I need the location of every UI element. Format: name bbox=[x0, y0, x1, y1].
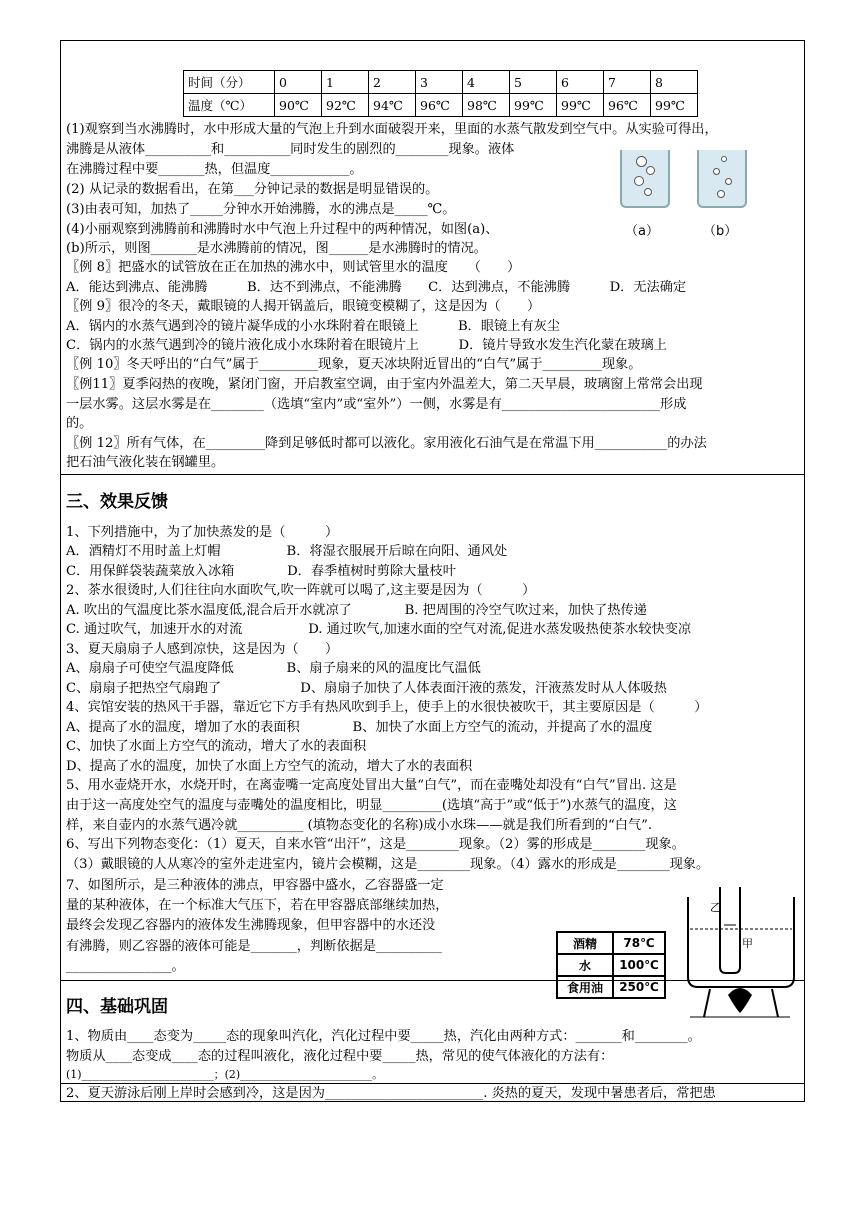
table-cell: 100℃ bbox=[613, 954, 665, 976]
text-line: 〖例 9〗很冷的冬天，戴眼镜的人揭开锅盖后，眼镜变模糊了，这是因为（ ） bbox=[66, 299, 541, 314]
text-line: 在沸腾过程中要_______热，但温度____________。 bbox=[66, 162, 363, 177]
text-line: 由于这一高度处空气的温度与壶嘴处的温度相比，明显_________(选填“高于”或“低于”)水蒸气的温度，这 bbox=[66, 798, 677, 813]
text-line: 把石油气液化装在钢罐里。 bbox=[66, 455, 225, 470]
text-line: 4、宾馆安装的热风干手器，靠近它下方手有热风吹到手上，使手上的水很快被吹干，其主要原因是（ ） bbox=[66, 700, 708, 715]
beaker-a-icon bbox=[620, 150, 670, 208]
text-line: (1)观察到当水沸腾时，水中形成大量的气泡上升到水面破裂开来，里面的水蒸气散发到空气中。从实验可得出， bbox=[66, 122, 718, 137]
table-cell: 时间（分） bbox=[184, 71, 275, 94]
table-cell: 水 bbox=[557, 954, 613, 976]
text-line: (2) 从记录的数据看出，在第___分钟记录的数据是明显错误的。 bbox=[66, 182, 439, 197]
text-line: A. 吹出的气温度比茶水温度低,混合后开水就凉了 B. 把周围的冷空气吹过来，加快了热传递 bbox=[66, 603, 647, 618]
table-cell: 6 bbox=[557, 71, 604, 94]
table-cell: 96℃ bbox=[604, 94, 651, 117]
text-line: (3)由表可知，加热了_____分钟水开始沸腾，水的沸点是_____℃。 bbox=[66, 202, 456, 217]
table-cell: 78℃ bbox=[613, 932, 665, 954]
text-line: 一层水雾。这层水雾是在________（选填“室内”或“室外”）一侧，水雾是有________________________形成 bbox=[66, 397, 687, 412]
temperature-table bbox=[183, 70, 698, 117]
beaker-a-label: （a） bbox=[625, 224, 659, 239]
text-line: 样，来自壶内的水蒸气遇冷就__________ (填物态变化的名称)成小水珠——就是我们所看到的“白气”. bbox=[66, 818, 653, 833]
text-line: C、加快了水面上方空气的流动，增大了水的表面积 bbox=[66, 739, 367, 754]
text-line: 7、如图所示，是三种液体的沸点，甲容器中盛水，乙容器盛一定 bbox=[66, 878, 444, 893]
table-cell: 8 bbox=[651, 71, 698, 94]
text-line: (1)________________________；(2)________________________。 bbox=[66, 1068, 384, 1081]
heating-apparatus-figure bbox=[680, 885, 800, 1025]
table-row bbox=[184, 94, 698, 117]
text-line: 1、下列措施中，为了加快蒸发的是（ ） bbox=[66, 525, 339, 540]
text-line: C．锅内的水蒸气遇到冷的镜片液化成小水珠附着在眼镜片上 D．镜片导致水发生汽化蒙在玻璃上 bbox=[66, 338, 667, 353]
text-line: C、扇扇子把热空气扇跑了 D、扇扇子加快了人体表面汗液的蒸发，汗液蒸发时从人体吸热 bbox=[66, 681, 667, 696]
table-cell: 酒精 bbox=[557, 932, 613, 954]
table-cell: 2 bbox=[369, 71, 416, 94]
table-cell: 7 bbox=[604, 71, 651, 94]
text-line: （3）戴眼镜的人从寒冷的室外走进室内，镜片会模糊，这是________现象。（4）露水的形成是________现象。 bbox=[66, 857, 710, 872]
text-line: ________________。 bbox=[66, 959, 185, 974]
table-cell: 5 bbox=[510, 71, 557, 94]
yi-label: 乙 bbox=[710, 901, 721, 914]
section-title-consolidation: 四、基础巩固 bbox=[66, 997, 168, 1017]
beaker-figure bbox=[615, 150, 765, 240]
text-line: A．酒精灯不用时盖上灯帽 B．将湿衣服展开后晾在向阳、通风处 bbox=[66, 544, 508, 559]
text-line: (b)所示，则图_______是水沸腾前的情况，图______是水沸腾时的情况。 bbox=[66, 241, 487, 256]
table-row bbox=[184, 71, 698, 94]
table-cell: 96℃ bbox=[416, 94, 463, 117]
table-cell: 250℃ bbox=[613, 976, 665, 998]
table-cell: 99℃ bbox=[510, 94, 557, 117]
text-line: 量的某种液体，在一个标准大气压下，若在甲容器底部继续加热， bbox=[66, 898, 449, 913]
text-line: 的。 bbox=[66, 416, 93, 431]
text-line: 物质从____态变成____态的过程叫液化，液化过程中要_____热，常见的使气体液化的方法有： bbox=[66, 1049, 614, 1064]
text-line: 〖例 8〗把盛水的试管放在正在加热的沸水中，则试管里水的温度 （ ） bbox=[66, 260, 521, 275]
table-cell: 4 bbox=[463, 71, 510, 94]
beaker-b-icon bbox=[697, 150, 747, 208]
text-line: 2、夏天游泳后刚上岸时会感到冷，这是因为________________________. 炎热的夏天，发现中暑患者后，常把患 bbox=[66, 1086, 716, 1101]
table-cell: 99℃ bbox=[557, 94, 604, 117]
text-line: 〖例 10〗冬天呼出的“白气”属于_________现象，夏天冰块附近冒出的“白气”属于_________现象。 bbox=[66, 357, 642, 372]
table-cell: 92℃ bbox=[322, 94, 369, 117]
table-cell: 温度（℃） bbox=[184, 94, 275, 117]
text-line: A．锅内的水蒸气遇到冷的镜片凝华成的小水珠附着在眼镜上 B．眼镜上有灰尘 bbox=[66, 319, 560, 334]
section-title-feedback: 三、效果反馈 bbox=[66, 492, 168, 512]
table-row bbox=[557, 954, 665, 976]
text-line: 〖例11〗夏季闷热的夜晚，紧闭门窗，开启教室空调，由于室内外温差大，第二天早晨，玻璃窗上常常会出现 bbox=[66, 377, 703, 392]
text-line: C. 通过吹气，加速开水的对流 D. 通过吹气,加速水面的空气对流,促进水蒸发吸热使茶水较快变凉 bbox=[66, 622, 692, 637]
divider bbox=[60, 1083, 805, 1084]
text-line: 6、写出下列物态变化：（1）夏天，自来水管“出汗”，这是________现象。（2）雾的形成是________现象。 bbox=[66, 837, 685, 852]
text-line: 2、茶水很烫时,人们往往向水面吹气,吹一阵就可以喝了,这主要是因为（ ） bbox=[66, 583, 536, 598]
text-line: A、扇扇子可使空气温度降低 B、扇子扇来的风的温度比气温低 bbox=[66, 661, 481, 676]
text-line: 1、物质由____态变为_____态的现象叫汽化，汽化过程中要_____热，汽化由两种方式：_______和________。 bbox=[66, 1029, 701, 1044]
table-cell: 食用油 bbox=[557, 976, 613, 998]
boiling-point-table bbox=[556, 931, 666, 999]
table-cell: 3 bbox=[416, 71, 463, 94]
table-cell: 94℃ bbox=[369, 94, 416, 117]
text-line: 3、夏天扇扇子人感到凉快，这是因为（ ） bbox=[66, 642, 339, 657]
divider bbox=[60, 474, 805, 475]
jia-label: 甲 bbox=[742, 937, 753, 950]
text-line: 5、用水壶烧开水，水烧开时，在离壶嘴一定高度处冒出大量“白气”，而在壶嘴处却没有“白气”冒出. 这是 bbox=[66, 778, 677, 793]
text-line: D、提高了水的温度，加快了水面上方空气的流动，增大了水的表面积 bbox=[66, 759, 473, 774]
table-cell: 0 bbox=[275, 71, 322, 94]
text-line: 沸腾是从液体__________和__________同时发生的剧烈的________现象。液体 bbox=[66, 142, 515, 157]
table-cell: 98℃ bbox=[463, 94, 510, 117]
text-line: 最终会发现乙容器内的液体发生沸腾现象，但甲容器中的水还没 bbox=[66, 918, 436, 933]
table-cell: 90℃ bbox=[275, 94, 322, 117]
text-line: 〖例 12〗所有气体，在_________降到足够低时都可以液化。家用液化石油气是在常温下用___________的办法 bbox=[66, 436, 707, 451]
table-cell: 1 bbox=[322, 71, 369, 94]
text-line: 有沸腾，则乙容器的液体可能是_______，判断依据是__________ bbox=[66, 939, 442, 954]
beaker-b-label: （b） bbox=[703, 224, 738, 239]
divider bbox=[60, 980, 805, 981]
text-line: A、提高了水的温度，增加了水的表面积 B、加快了水面上方空气的流动，并提高了水的温度 bbox=[66, 720, 653, 735]
table-row bbox=[557, 932, 665, 954]
text-line: C．用保鲜袋装蔬菜放入冰箱 D．春季植树时剪除大量枝叶 bbox=[66, 564, 456, 579]
text-line: A．能达到沸点、能沸腾 B．达不到沸点，不能沸腾 C．达到沸点，不能沸腾 D．无法确定 bbox=[66, 280, 687, 295]
text-line: (4)小丽观察到沸腾前和沸腾时水中气泡上升过程中的两种情况，如图(a)、 bbox=[66, 222, 499, 237]
table-cell: 99℃ bbox=[651, 94, 698, 117]
